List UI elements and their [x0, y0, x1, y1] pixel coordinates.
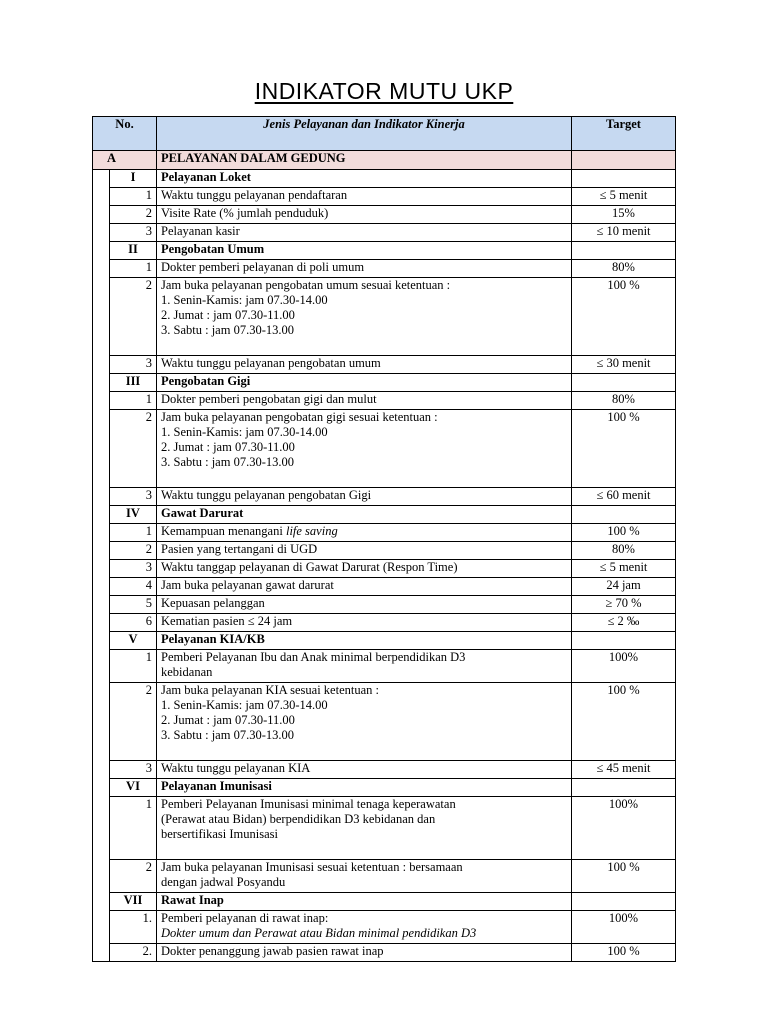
- row-target: ≤ 2 ‰: [572, 614, 676, 632]
- row-target: ≤ 10 menit: [572, 224, 676, 242]
- row-spacer: [93, 911, 110, 944]
- row-spacer: [93, 206, 110, 224]
- indicator-line: (Perawat atau Bidan) berpendidikan D3 kebidanan dan: [161, 812, 436, 826]
- indicator-line: Waktu tunggu pelayanan pengobatan Gigi: [161, 488, 372, 502]
- group-target: [572, 893, 676, 911]
- row-spacer: [93, 614, 110, 632]
- row-target: 15%: [572, 206, 676, 224]
- row-indicator: [157, 797, 572, 860]
- header-target: Target: [572, 117, 676, 151]
- row-indicator: [157, 488, 572, 506]
- group-row: [93, 893, 676, 911]
- row-indicator: [157, 596, 572, 614]
- row-target: 80%: [572, 542, 676, 560]
- table-row: [93, 224, 676, 242]
- row-indicator: [157, 392, 572, 410]
- indicator-line: 1. Senin-Kamis: jam 07.30-14.00: [161, 425, 328, 439]
- table-row: [93, 542, 676, 560]
- indicator-line: Jam buka pelayanan Imunisasi sesuai ketentuan : bersamaan: [161, 860, 463, 874]
- row-target: 80%: [572, 392, 676, 410]
- group-target: [572, 779, 676, 797]
- row-number: 2: [110, 860, 157, 893]
- row-target: 100%: [572, 650, 676, 683]
- row-indicator: [157, 278, 572, 356]
- group-target: [572, 242, 676, 260]
- indicator-line: Waktu tunggu pelayanan KIA: [161, 761, 311, 775]
- row-target: 80%: [572, 260, 676, 278]
- row-spacer: [93, 356, 110, 374]
- row-spacer: [93, 797, 110, 860]
- row-number: 6: [110, 614, 157, 632]
- row-indicator: [157, 188, 572, 206]
- header-indicator: Jenis Pelayanan dan Indikator Kinerja: [157, 117, 572, 151]
- row-number: 2: [110, 410, 157, 488]
- row-number: 3: [110, 224, 157, 242]
- indicator-line: kebidanan: [161, 665, 213, 679]
- group-spacer: [93, 242, 110, 260]
- row-indicator: [157, 224, 572, 242]
- indicator-line: bersertifikasi Imunisasi: [161, 827, 278, 841]
- row-target: ≤ 60 menit: [572, 488, 676, 506]
- row-target: 100 %: [572, 944, 676, 962]
- group-name: Pengobatan Gigi: [157, 374, 572, 392]
- group-roman: I: [110, 170, 157, 188]
- row-indicator: [157, 560, 572, 578]
- row-indicator: [157, 683, 572, 761]
- indicator-text: Kemampuan menangani: [161, 524, 286, 538]
- group-row: [93, 632, 676, 650]
- row-number: 2.: [110, 944, 157, 962]
- indicator-line: Dokter penanggung jawab pasien rawat inap: [161, 944, 384, 958]
- row-indicator: [157, 614, 572, 632]
- group-row: [93, 779, 676, 797]
- row-number: 2: [110, 206, 157, 224]
- group-roman: II: [110, 242, 157, 260]
- row-target: 100%: [572, 797, 676, 860]
- indicator-line: 1. Senin-Kamis: jam 07.30-14.00: [161, 293, 328, 307]
- indicator-line: Jam buka pelayanan KIA sesuai ketentuan :: [161, 683, 379, 697]
- row-indicator: [157, 524, 572, 542]
- table-row: [93, 392, 676, 410]
- table-row: [93, 614, 676, 632]
- row-spacer: [93, 683, 110, 761]
- table-row: [93, 260, 676, 278]
- row-spacer: [93, 596, 110, 614]
- row-indicator: [157, 650, 572, 683]
- group-spacer: [93, 374, 110, 392]
- row-number: 3: [110, 761, 157, 779]
- row-indicator: [157, 761, 572, 779]
- group-row: [93, 242, 676, 260]
- header-no: No.: [93, 117, 157, 151]
- table-row: [93, 488, 676, 506]
- indicator-line: [161, 524, 567, 539]
- row-indicator: [157, 356, 572, 374]
- row-number: 1: [110, 650, 157, 683]
- indicator-line: Kematian pasien ≤ 24 jam: [161, 614, 293, 628]
- group-row: [93, 170, 676, 188]
- table-row: [93, 524, 676, 542]
- indicator-line: Jam buka pelayanan gawat darurat: [161, 578, 334, 592]
- group-roman: VI: [110, 779, 157, 797]
- section-label: PELAYANAN DALAM GEDUNG: [157, 151, 572, 170]
- row-target: 100 %: [572, 410, 676, 488]
- row-indicator: [157, 911, 572, 944]
- row-target: 24 jam: [572, 578, 676, 596]
- table-row: [93, 596, 676, 614]
- row-indicator: [157, 860, 572, 893]
- row-spacer: [93, 410, 110, 488]
- row-spacer: [93, 578, 110, 596]
- table-row: [93, 278, 676, 356]
- row-spacer: [93, 260, 110, 278]
- row-number: 4: [110, 578, 157, 596]
- table-row: [93, 797, 676, 860]
- group-row: [93, 374, 676, 392]
- page-title: INDIKATOR MUTU UKP: [254, 78, 514, 104]
- row-spacer: [93, 188, 110, 206]
- row-target: 100 %: [572, 278, 676, 356]
- indicator-table: [92, 116, 676, 962]
- table-row: [93, 911, 676, 944]
- indicator-line: Pasien yang tertangani di UGD: [161, 542, 318, 556]
- row-target: 100 %: [572, 860, 676, 893]
- row-spacer: [93, 860, 110, 893]
- group-roman: IV: [110, 506, 157, 524]
- row-number: 2: [110, 683, 157, 761]
- row-spacer: [93, 488, 110, 506]
- table-row: [93, 206, 676, 224]
- indicator-line: Pemberi pelayanan di rawat inap:: [161, 911, 329, 925]
- row-target: ≤ 45 menit: [572, 761, 676, 779]
- indicator-line: dengan jadwal Posyandu: [161, 875, 286, 889]
- row-spacer: [93, 524, 110, 542]
- row-number: 2: [110, 542, 157, 560]
- row-number: 1: [110, 260, 157, 278]
- table-row: [93, 650, 676, 683]
- row-spacer: [93, 560, 110, 578]
- table-row: [93, 560, 676, 578]
- row-number: 1: [110, 524, 157, 542]
- group-name: Gawat Darurat: [157, 506, 572, 524]
- row-spacer: [93, 542, 110, 560]
- table-row: [93, 356, 676, 374]
- indicator-line: Visite Rate (% jumlah penduduk): [161, 206, 329, 220]
- indicator-line: Waktu tunggu pelayanan pengobatan umum: [161, 356, 381, 370]
- row-target: 100 %: [572, 683, 676, 761]
- table-row: [93, 761, 676, 779]
- indicator-line: 2. Jumat : jam 07.30-11.00: [161, 308, 295, 322]
- section-letter: A: [93, 151, 157, 170]
- indicator-line: Waktu tunggu pelayanan pendaftaran: [161, 188, 348, 202]
- row-spacer: [93, 224, 110, 242]
- group-spacer: [93, 170, 110, 188]
- group-row: [93, 506, 676, 524]
- indicator-line: 1. Senin-Kamis: jam 07.30-14.00: [161, 698, 328, 712]
- row-spacer: [93, 944, 110, 962]
- group-spacer: [93, 893, 110, 911]
- group-spacer: [93, 632, 110, 650]
- group-target: [572, 374, 676, 392]
- row-number: 2: [110, 278, 157, 356]
- row-number: 1: [110, 392, 157, 410]
- indicator-line: Dokter pemberi pengobatan gigi dan mulut: [161, 392, 377, 406]
- indicator-line: 2. Jumat : jam 07.30-11.00: [161, 440, 295, 454]
- indicator-line: Kepuasan pelanggan: [161, 596, 265, 610]
- row-number: 1.: [110, 911, 157, 944]
- row-spacer: [93, 278, 110, 356]
- table-row: [93, 683, 676, 761]
- row-indicator: [157, 944, 572, 962]
- table-row: [93, 578, 676, 596]
- row-spacer: [93, 761, 110, 779]
- row-target: ≥ 70 %: [572, 596, 676, 614]
- section-target: [572, 151, 676, 170]
- row-number: 3: [110, 560, 157, 578]
- indicator-line: 3. Sabtu : jam 07.30-13.00: [161, 728, 294, 742]
- group-name: Pelayanan Imunisasi: [157, 779, 572, 797]
- group-roman: VII: [110, 893, 157, 911]
- table-row: [93, 410, 676, 488]
- group-roman: V: [110, 632, 157, 650]
- indicator-line: Pemberi Pelayanan Imunisasi minimal tenaga keperawatan: [161, 797, 456, 811]
- row-number: 5: [110, 596, 157, 614]
- row-target: ≤ 5 menit: [572, 188, 676, 206]
- group-name: Rawat Inap: [157, 893, 572, 911]
- row-target: ≤ 30 menit: [572, 356, 676, 374]
- indicator-italic-text: life saving: [285, 524, 338, 538]
- group-name: Pelayanan Loket: [157, 170, 572, 188]
- row-indicator: [157, 410, 572, 488]
- indicator-line: Jam buka pelayanan pengobatan umum sesuai ketentuan :: [161, 278, 451, 292]
- table-row: [93, 188, 676, 206]
- row-number: 3: [110, 488, 157, 506]
- row-target: 100%: [572, 911, 676, 944]
- indicator-line: 2. Jumat : jam 07.30-11.00: [161, 713, 295, 727]
- row-indicator: [157, 206, 572, 224]
- row-spacer: [93, 392, 110, 410]
- group-spacer: [93, 779, 110, 797]
- indicator-line: 3. Sabtu : jam 07.30-13.00: [161, 455, 294, 469]
- indicator-line: Pelayanan kasir: [161, 224, 240, 238]
- group-roman: III: [110, 374, 157, 392]
- group-target: [572, 632, 676, 650]
- indicator-line: Dokter pemberi pelayanan di poli umum: [161, 260, 365, 274]
- group-target: [572, 170, 676, 188]
- row-number: 1: [110, 797, 157, 860]
- group-spacer: [93, 506, 110, 524]
- table-row: [93, 944, 676, 962]
- indicator-line: 3. Sabtu : jam 07.30-13.00: [161, 323, 294, 337]
- section-row: [93, 151, 676, 170]
- group-target: [572, 506, 676, 524]
- row-number: 3: [110, 356, 157, 374]
- row-indicator: [157, 260, 572, 278]
- indicator-line: Jam buka pelayanan pengobatan gigi sesuai ketentuan :: [161, 410, 438, 424]
- table-row: [93, 860, 676, 893]
- row-spacer: [93, 650, 110, 683]
- indicator-line: Waktu tanggap pelayanan di Gawat Darurat (Respon Time): [161, 560, 458, 574]
- row-indicator: [157, 578, 572, 596]
- table-header-row: [93, 117, 676, 151]
- group-name: Pelayanan KIA/KB: [157, 632, 572, 650]
- group-name: Pengobatan Umum: [157, 242, 572, 260]
- indicator-line: Pemberi Pelayanan Ibu dan Anak minimal berpendidikan D3: [161, 650, 466, 664]
- row-target: ≤ 5 menit: [572, 560, 676, 578]
- row-indicator: [157, 542, 572, 560]
- indicator-italic-line: Dokter umum dan Perawat atau Bidan minimal pendidikan D3: [161, 926, 477, 940]
- row-number: 1: [110, 188, 157, 206]
- row-target: 100 %: [572, 524, 676, 542]
